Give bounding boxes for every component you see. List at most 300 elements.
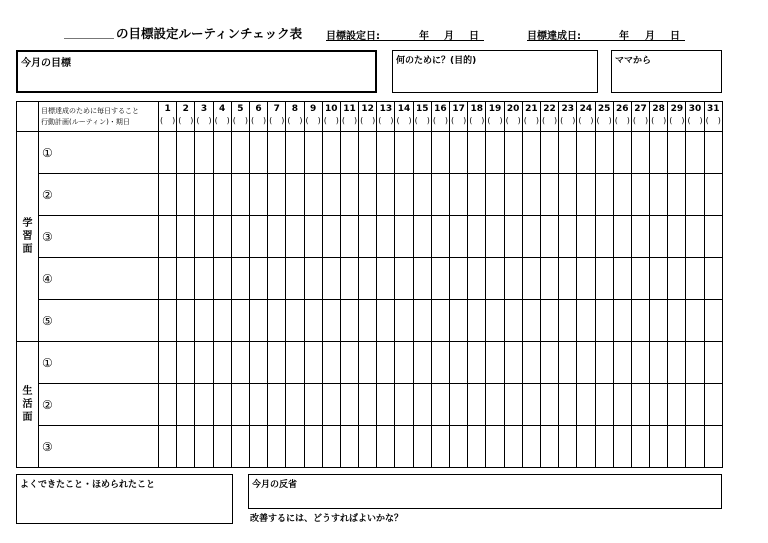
check-cell[interactable] bbox=[468, 384, 486, 426]
check-cell[interactable] bbox=[595, 384, 613, 426]
check-cell[interactable] bbox=[286, 132, 304, 174]
check-cell[interactable] bbox=[559, 342, 577, 384]
check-cell[interactable] bbox=[504, 174, 522, 216]
check-cell[interactable] bbox=[577, 216, 595, 258]
check-cell[interactable] bbox=[540, 426, 558, 468]
check-cell[interactable] bbox=[231, 426, 249, 468]
check-cell[interactable] bbox=[268, 132, 286, 174]
check-cell[interactable] bbox=[595, 258, 613, 300]
weekday-paren[interactable] bbox=[668, 116, 685, 126]
check-cell[interactable] bbox=[431, 174, 449, 216]
check-cell[interactable] bbox=[359, 132, 377, 174]
check-cell[interactable] bbox=[195, 174, 213, 216]
check-cell[interactable] bbox=[195, 216, 213, 258]
check-cell[interactable] bbox=[377, 258, 395, 300]
weekday-paren[interactable] bbox=[341, 116, 358, 126]
check-cell[interactable] bbox=[613, 300, 631, 342]
check-cell[interactable] bbox=[631, 384, 649, 426]
check-cell[interactable] bbox=[468, 342, 486, 384]
check-cell[interactable] bbox=[340, 426, 358, 468]
check-cell[interactable] bbox=[631, 132, 649, 174]
check-cell[interactable] bbox=[540, 258, 558, 300]
check-cell[interactable] bbox=[559, 258, 577, 300]
check-cell[interactable] bbox=[504, 258, 522, 300]
check-cell[interactable] bbox=[304, 384, 322, 426]
check-cell[interactable] bbox=[213, 300, 231, 342]
check-cell[interactable] bbox=[377, 384, 395, 426]
check-cell[interactable] bbox=[559, 174, 577, 216]
check-cell[interactable] bbox=[159, 258, 177, 300]
check-cell[interactable] bbox=[377, 342, 395, 384]
check-cell[interactable] bbox=[704, 300, 722, 342]
check-cell[interactable] bbox=[504, 300, 522, 342]
check-cell[interactable] bbox=[177, 216, 195, 258]
routine-item-cell[interactable] bbox=[39, 426, 159, 468]
check-cell[interactable] bbox=[613, 132, 631, 174]
check-cell[interactable] bbox=[286, 342, 304, 384]
check-cell[interactable] bbox=[486, 426, 504, 468]
check-cell[interactable] bbox=[359, 384, 377, 426]
check-cell[interactable] bbox=[268, 384, 286, 426]
check-cell[interactable] bbox=[522, 132, 540, 174]
check-cell[interactable] bbox=[304, 174, 322, 216]
check-cell[interactable] bbox=[249, 426, 267, 468]
check-cell[interactable] bbox=[650, 426, 668, 468]
weekday-paren[interactable] bbox=[505, 116, 522, 126]
check-cell[interactable] bbox=[486, 174, 504, 216]
routine-item-cell[interactable] bbox=[39, 300, 159, 342]
check-cell[interactable] bbox=[231, 258, 249, 300]
routine-item-cell[interactable] bbox=[39, 258, 159, 300]
check-cell[interactable] bbox=[631, 426, 649, 468]
name-blank-line[interactable] bbox=[64, 38, 114, 39]
check-cell[interactable] bbox=[540, 216, 558, 258]
purpose-box[interactable] bbox=[392, 50, 598, 93]
check-cell[interactable] bbox=[340, 384, 358, 426]
weekday-paren[interactable] bbox=[705, 116, 722, 126]
check-cell[interactable] bbox=[231, 384, 249, 426]
check-cell[interactable] bbox=[249, 258, 267, 300]
check-cell[interactable] bbox=[704, 174, 722, 216]
paren-close: ) bbox=[572, 116, 576, 125]
check-cell[interactable] bbox=[468, 300, 486, 342]
check-cell[interactable] bbox=[340, 258, 358, 300]
check-cell[interactable] bbox=[322, 174, 340, 216]
check-cell[interactable] bbox=[468, 132, 486, 174]
check-cell[interactable] bbox=[395, 300, 413, 342]
check-cell[interactable] bbox=[340, 342, 358, 384]
check-cell[interactable] bbox=[304, 132, 322, 174]
check-cell[interactable] bbox=[504, 342, 522, 384]
check-cell[interactable] bbox=[540, 342, 558, 384]
check-cell[interactable] bbox=[268, 174, 286, 216]
check-cell[interactable] bbox=[631, 216, 649, 258]
day-number: 16 bbox=[434, 104, 447, 114]
check-cell[interactable] bbox=[522, 300, 540, 342]
monthly-goal-box[interactable] bbox=[16, 50, 377, 93]
check-cell[interactable] bbox=[340, 132, 358, 174]
check-cell[interactable] bbox=[704, 342, 722, 384]
check-cell[interactable] bbox=[559, 216, 577, 258]
check-cell[interactable] bbox=[322, 300, 340, 342]
check-cell[interactable] bbox=[650, 216, 668, 258]
check-cell[interactable] bbox=[631, 342, 649, 384]
check-cell[interactable] bbox=[450, 300, 468, 342]
check-cell[interactable] bbox=[486, 258, 504, 300]
check-cell[interactable] bbox=[377, 426, 395, 468]
check-cell[interactable] bbox=[359, 342, 377, 384]
check-cell[interactable] bbox=[686, 384, 704, 426]
check-cell[interactable] bbox=[340, 216, 358, 258]
check-cell[interactable] bbox=[286, 300, 304, 342]
check-cell[interactable] bbox=[359, 426, 377, 468]
check-cell[interactable] bbox=[249, 384, 267, 426]
check-cell[interactable] bbox=[213, 258, 231, 300]
check-cell[interactable] bbox=[213, 384, 231, 426]
check-cell[interactable] bbox=[595, 216, 613, 258]
weekday-paren[interactable] bbox=[359, 116, 376, 126]
check-cell[interactable] bbox=[195, 342, 213, 384]
check-cell[interactable] bbox=[650, 174, 668, 216]
check-cell[interactable] bbox=[450, 384, 468, 426]
weekday-paren[interactable] bbox=[632, 116, 649, 126]
check-cell[interactable] bbox=[486, 216, 504, 258]
check-cell[interactable] bbox=[431, 384, 449, 426]
check-cell[interactable] bbox=[213, 174, 231, 216]
check-cell[interactable] bbox=[413, 342, 431, 384]
check-cell[interactable] bbox=[304, 426, 322, 468]
check-cell[interactable] bbox=[704, 384, 722, 426]
check-cell[interactable] bbox=[450, 426, 468, 468]
check-cell[interactable] bbox=[704, 426, 722, 468]
check-cell[interactable] bbox=[177, 300, 195, 342]
check-cell[interactable] bbox=[486, 300, 504, 342]
check-cell[interactable] bbox=[322, 426, 340, 468]
check-cell[interactable] bbox=[322, 258, 340, 300]
day-number: 19 bbox=[488, 104, 502, 114]
check-cell[interactable] bbox=[540, 132, 558, 174]
check-cell[interactable] bbox=[359, 300, 377, 342]
check-cell[interactable] bbox=[395, 426, 413, 468]
check-cell[interactable] bbox=[413, 300, 431, 342]
weekday-paren[interactable] bbox=[214, 116, 231, 126]
check-cell[interactable] bbox=[359, 258, 377, 300]
check-cell[interactable] bbox=[195, 426, 213, 468]
check-cell[interactable] bbox=[304, 258, 322, 300]
check-cell[interactable] bbox=[504, 384, 522, 426]
weekday-paren[interactable] bbox=[686, 116, 703, 126]
check-cell[interactable] bbox=[177, 258, 195, 300]
check-cell[interactable] bbox=[631, 300, 649, 342]
check-cell[interactable] bbox=[431, 216, 449, 258]
check-cell[interactable] bbox=[704, 258, 722, 300]
weekday-paren[interactable] bbox=[268, 116, 285, 126]
check-cell[interactable] bbox=[231, 174, 249, 216]
check-cell[interactable] bbox=[559, 132, 577, 174]
routine-item-cell[interactable] bbox=[39, 216, 159, 258]
check-cell[interactable] bbox=[613, 258, 631, 300]
check-cell[interactable] bbox=[413, 216, 431, 258]
check-cell[interactable] bbox=[431, 300, 449, 342]
check-cell[interactable] bbox=[631, 174, 649, 216]
weekday-paren[interactable] bbox=[250, 116, 267, 126]
check-cell[interactable] bbox=[249, 174, 267, 216]
routine-item-cell[interactable] bbox=[39, 384, 159, 426]
mom-comment-box[interactable] bbox=[611, 50, 722, 93]
check-cell[interactable] bbox=[195, 132, 213, 174]
weekday-paren[interactable] bbox=[377, 116, 394, 126]
check-cell[interactable] bbox=[286, 258, 304, 300]
check-cell[interactable] bbox=[159, 132, 177, 174]
check-cell[interactable] bbox=[522, 174, 540, 216]
check-cell[interactable] bbox=[177, 174, 195, 216]
check-cell[interactable] bbox=[395, 132, 413, 174]
check-cell[interactable] bbox=[249, 216, 267, 258]
check-cell[interactable] bbox=[595, 174, 613, 216]
check-cell[interactable] bbox=[559, 426, 577, 468]
check-cell[interactable] bbox=[686, 258, 704, 300]
check-cell[interactable] bbox=[377, 300, 395, 342]
check-cell[interactable] bbox=[522, 216, 540, 258]
check-cell[interactable] bbox=[686, 300, 704, 342]
weekday-paren[interactable] bbox=[577, 116, 594, 126]
check-cell[interactable] bbox=[450, 216, 468, 258]
check-cell[interactable] bbox=[613, 342, 631, 384]
weekday-paren[interactable] bbox=[414, 116, 431, 126]
check-cell[interactable] bbox=[249, 300, 267, 342]
check-cell[interactable] bbox=[650, 258, 668, 300]
check-cell[interactable] bbox=[177, 342, 195, 384]
check-cell[interactable] bbox=[177, 426, 195, 468]
check-cell[interactable] bbox=[668, 216, 686, 258]
check-cell[interactable] bbox=[322, 216, 340, 258]
check-cell[interactable] bbox=[268, 258, 286, 300]
check-cell[interactable] bbox=[686, 174, 704, 216]
check-cell[interactable] bbox=[413, 132, 431, 174]
check-cell[interactable] bbox=[450, 342, 468, 384]
check-cell[interactable] bbox=[650, 342, 668, 384]
check-cell[interactable] bbox=[231, 300, 249, 342]
check-cell[interactable] bbox=[540, 174, 558, 216]
check-cell[interactable] bbox=[359, 174, 377, 216]
check-cell[interactable] bbox=[577, 132, 595, 174]
weekday-paren[interactable] bbox=[395, 116, 412, 126]
check-cell[interactable] bbox=[668, 300, 686, 342]
weekday-paren[interactable] bbox=[195, 116, 212, 126]
check-cell[interactable] bbox=[577, 174, 595, 216]
check-cell[interactable] bbox=[231, 342, 249, 384]
check-cell[interactable] bbox=[377, 174, 395, 216]
check-cell[interactable] bbox=[613, 384, 631, 426]
check-cell[interactable] bbox=[522, 258, 540, 300]
check-cell[interactable] bbox=[559, 384, 577, 426]
routine-item-cell[interactable] bbox=[39, 174, 159, 216]
day-column-header bbox=[540, 102, 558, 132]
check-cell[interactable] bbox=[450, 174, 468, 216]
check-cell[interactable] bbox=[450, 258, 468, 300]
check-cell[interactable] bbox=[668, 174, 686, 216]
check-cell[interactable] bbox=[668, 132, 686, 174]
check-cell[interactable] bbox=[340, 174, 358, 216]
check-cell[interactable] bbox=[577, 258, 595, 300]
check-cell[interactable] bbox=[359, 216, 377, 258]
check-cell[interactable] bbox=[431, 132, 449, 174]
check-cell[interactable] bbox=[377, 132, 395, 174]
check-cell[interactable] bbox=[322, 132, 340, 174]
check-cell[interactable] bbox=[249, 342, 267, 384]
check-cell[interactable] bbox=[413, 174, 431, 216]
check-cell[interactable] bbox=[159, 384, 177, 426]
check-cell[interactable] bbox=[650, 300, 668, 342]
reflection-box[interactable] bbox=[248, 474, 722, 509]
check-cell[interactable] bbox=[595, 426, 613, 468]
check-cell[interactable] bbox=[268, 216, 286, 258]
weekday-paren[interactable] bbox=[159, 116, 176, 126]
day-number: 3 bbox=[200, 104, 208, 114]
check-cell[interactable] bbox=[540, 300, 558, 342]
check-cell[interactable] bbox=[268, 426, 286, 468]
check-cell[interactable] bbox=[286, 384, 304, 426]
check-cell[interactable] bbox=[159, 342, 177, 384]
routine-item-cell[interactable] bbox=[39, 132, 159, 174]
weekday-paren[interactable] bbox=[286, 116, 303, 126]
check-cell[interactable] bbox=[595, 132, 613, 174]
check-cell[interactable] bbox=[668, 384, 686, 426]
check-cell[interactable] bbox=[177, 132, 195, 174]
check-cell[interactable] bbox=[468, 174, 486, 216]
check-cell[interactable] bbox=[159, 216, 177, 258]
weekday-paren[interactable] bbox=[596, 116, 613, 126]
check-cell[interactable] bbox=[377, 216, 395, 258]
check-cell[interactable] bbox=[286, 174, 304, 216]
check-cell[interactable] bbox=[195, 300, 213, 342]
check-cell[interactable] bbox=[213, 216, 231, 258]
check-cell[interactable] bbox=[431, 342, 449, 384]
check-cell[interactable] bbox=[631, 258, 649, 300]
check-cell[interactable] bbox=[595, 300, 613, 342]
weekday-paren[interactable] bbox=[323, 116, 340, 126]
check-cell[interactable] bbox=[395, 342, 413, 384]
check-cell[interactable] bbox=[486, 384, 504, 426]
check-cell[interactable] bbox=[268, 300, 286, 342]
check-cell[interactable] bbox=[522, 426, 540, 468]
check-cell[interactable] bbox=[159, 426, 177, 468]
check-cell[interactable] bbox=[304, 216, 322, 258]
check-cell[interactable] bbox=[668, 426, 686, 468]
check-cell[interactable] bbox=[468, 426, 486, 468]
weekday-paren[interactable] bbox=[450, 116, 467, 126]
praised-box[interactable] bbox=[16, 474, 233, 524]
check-cell[interactable] bbox=[540, 384, 558, 426]
check-cell[interactable] bbox=[686, 132, 704, 174]
check-cell[interactable] bbox=[577, 384, 595, 426]
weekday-paren[interactable] bbox=[523, 116, 540, 126]
check-cell[interactable] bbox=[195, 258, 213, 300]
check-cell[interactable] bbox=[668, 258, 686, 300]
check-cell[interactable] bbox=[304, 300, 322, 342]
check-cell[interactable] bbox=[213, 426, 231, 468]
check-cell[interactable] bbox=[395, 384, 413, 426]
check-cell[interactable] bbox=[650, 384, 668, 426]
check-cell[interactable] bbox=[468, 216, 486, 258]
check-cell[interactable] bbox=[431, 426, 449, 468]
check-cell[interactable] bbox=[486, 132, 504, 174]
check-cell[interactable] bbox=[286, 426, 304, 468]
check-cell[interactable] bbox=[613, 216, 631, 258]
goal-achieve-date[interactable] bbox=[527, 27, 685, 41]
check-cell[interactable] bbox=[195, 384, 213, 426]
check-cell[interactable] bbox=[395, 258, 413, 300]
check-cell[interactable] bbox=[595, 342, 613, 384]
check-cell[interactable] bbox=[231, 132, 249, 174]
weekday-paren[interactable] bbox=[305, 116, 322, 126]
check-cell[interactable] bbox=[504, 216, 522, 258]
weekday-paren[interactable] bbox=[614, 116, 631, 126]
check-cell[interactable] bbox=[286, 216, 304, 258]
weekday-paren[interactable] bbox=[468, 116, 485, 126]
weekday-paren[interactable] bbox=[232, 116, 249, 126]
weekday-paren[interactable] bbox=[650, 116, 667, 126]
check-cell[interactable] bbox=[249, 132, 267, 174]
check-cell[interactable] bbox=[650, 132, 668, 174]
weekday-paren[interactable] bbox=[559, 116, 576, 126]
check-cell[interactable] bbox=[322, 384, 340, 426]
check-cell[interactable] bbox=[686, 426, 704, 468]
check-cell[interactable] bbox=[704, 216, 722, 258]
check-cell[interactable] bbox=[686, 342, 704, 384]
check-cell[interactable] bbox=[395, 216, 413, 258]
goal-set-date[interactable] bbox=[326, 27, 484, 41]
check-cell[interactable] bbox=[504, 426, 522, 468]
check-cell[interactable] bbox=[159, 300, 177, 342]
routine-item-cell[interactable] bbox=[39, 342, 159, 384]
check-cell[interactable] bbox=[522, 342, 540, 384]
check-cell[interactable] bbox=[322, 342, 340, 384]
check-cell[interactable] bbox=[159, 174, 177, 216]
check-cell[interactable] bbox=[577, 300, 595, 342]
check-cell[interactable] bbox=[413, 258, 431, 300]
weekday-paren[interactable] bbox=[541, 116, 558, 126]
check-cell[interactable] bbox=[686, 216, 704, 258]
check-cell[interactable] bbox=[613, 426, 631, 468]
check-cell[interactable] bbox=[268, 342, 286, 384]
check-cell[interactable] bbox=[413, 426, 431, 468]
check-cell[interactable] bbox=[577, 342, 595, 384]
check-cell[interactable] bbox=[431, 258, 449, 300]
check-cell[interactable] bbox=[340, 300, 358, 342]
check-cell[interactable] bbox=[177, 384, 195, 426]
check-cell[interactable] bbox=[304, 342, 322, 384]
check-cell[interactable] bbox=[504, 132, 522, 174]
check-cell[interactable] bbox=[704, 132, 722, 174]
check-cell[interactable] bbox=[231, 216, 249, 258]
check-cell[interactable] bbox=[468, 258, 486, 300]
check-cell[interactable] bbox=[668, 342, 686, 384]
check-cell[interactable] bbox=[613, 174, 631, 216]
check-cell[interactable] bbox=[213, 132, 231, 174]
check-cell[interactable] bbox=[559, 300, 577, 342]
check-cell[interactable] bbox=[450, 132, 468, 174]
check-cell[interactable] bbox=[522, 384, 540, 426]
check-cell[interactable] bbox=[577, 426, 595, 468]
weekday-paren[interactable] bbox=[486, 116, 503, 126]
weekday-paren[interactable] bbox=[177, 116, 194, 126]
check-cell[interactable] bbox=[213, 342, 231, 384]
check-cell[interactable] bbox=[413, 384, 431, 426]
check-cell[interactable] bbox=[395, 174, 413, 216]
check-cell[interactable] bbox=[486, 342, 504, 384]
weekday-paren[interactable] bbox=[432, 116, 449, 126]
